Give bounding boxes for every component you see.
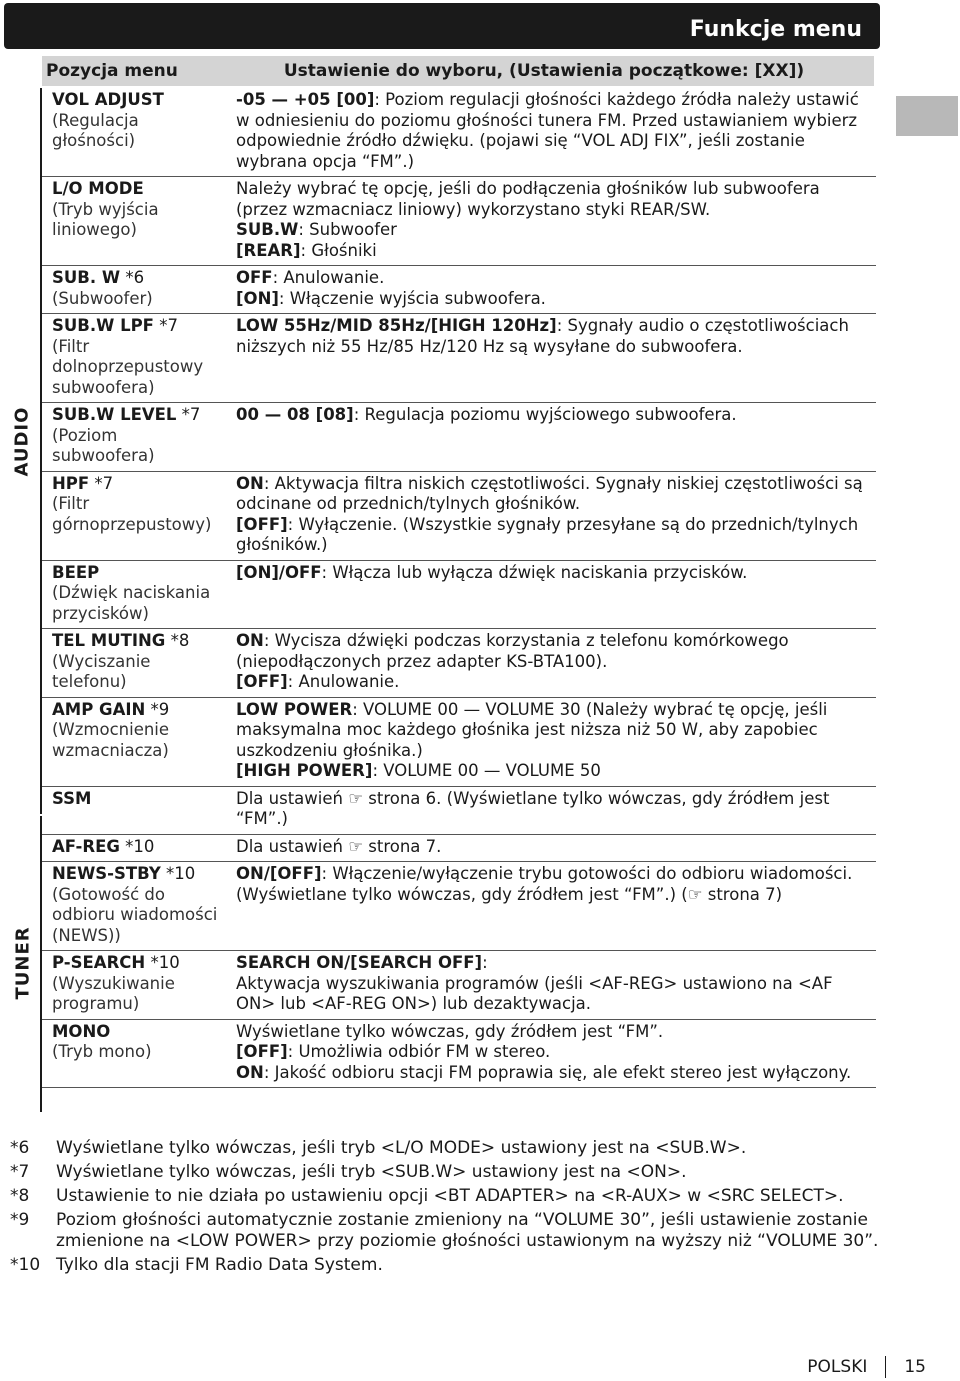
page-title: Funkcje menu — [689, 17, 862, 42]
menu-item-name: L/O MODE — [52, 179, 144, 198]
setting-line — [236, 761, 876, 782]
setting-text: : Sygnały audio o częstotliwościach niższych niż 55 Hz/85 Hz/120 Hz są wysyłane do subwoofera. — [236, 316, 849, 356]
setting-text: : Wyłączenie. (Wszystkie sygnały przesyłane są do przednich/tylnych głośników.) — [236, 514, 859, 554]
menu-item-footnote-mark: *6 — [120, 268, 145, 287]
menu-item-name: BEEP — [52, 562, 100, 582]
setting-option: LOW POWER — [236, 699, 353, 719]
table-row — [42, 1019, 876, 1088]
setting-cell — [224, 471, 876, 560]
setting-text: Aktywacja wyszukiwania programów (jeśli <AF-REG> ustawiono na <AF ON> lub <AF-REG ON>) lub dezaktywacja. — [236, 973, 833, 1013]
menu-item-description: (Wyszukiwanie programu) — [52, 973, 175, 1013]
menu-item-cell — [42, 560, 224, 629]
menu-item-description: (Subwoofer) — [52, 288, 153, 308]
menu-item-name: MONO — [52, 1021, 111, 1041]
setting-cell — [224, 266, 876, 314]
setting-cell — [224, 1019, 876, 1088]
setting-line — [236, 1063, 876, 1084]
footnote-mark: *9 — [10, 1210, 30, 1230]
setting-text: : Umożliwia odbiór FM w stereo. — [287, 1042, 551, 1061]
menu-item-cell — [42, 786, 224, 834]
table-row — [42, 471, 876, 560]
setting-text: : — [482, 953, 488, 972]
setting-line — [236, 289, 876, 310]
table-row — [42, 786, 876, 834]
setting-option: OFF — [236, 268, 273, 287]
header-bar — [4, 3, 880, 49]
menu-item-footnote-mark: *7 — [176, 405, 201, 424]
menu-item-name: TEL MUTING — [52, 631, 166, 650]
table-row — [42, 560, 876, 629]
menu-item-name: AMP GAIN — [52, 699, 146, 719]
setting-line — [236, 179, 876, 220]
table-row — [42, 951, 876, 1020]
menu-item-cell — [42, 88, 224, 177]
footnote — [10, 1210, 890, 1252]
setting-option: [ON]/OFF — [236, 562, 322, 582]
footnote-mark: *8 — [10, 1186, 30, 1206]
setting-cell — [224, 560, 876, 629]
menu-item-cell — [42, 834, 224, 862]
footnote — [10, 1186, 890, 1207]
setting-text: : Włączenie wyjścia subwoofera. — [278, 288, 546, 308]
setting-line — [236, 220, 876, 241]
table-row — [42, 177, 876, 266]
setting-cell — [224, 629, 876, 698]
menu-item-description: (Wyciszanie telefonu) — [52, 651, 151, 691]
setting-line — [236, 1042, 876, 1063]
setting-option: ON — [236, 473, 264, 493]
setting-text: : Subwoofer — [298, 220, 397, 239]
menu-item-name: SUB.W LPF — [52, 316, 154, 335]
menu-item-cell — [42, 471, 224, 560]
setting-option: [ON] — [236, 288, 279, 308]
setting-option: -05 — +05 [00] — [236, 90, 375, 109]
menu-item-description: (Dźwięk naciskania przycisków) — [52, 583, 211, 623]
menu-item-description: (Tryb mono) — [52, 1042, 152, 1061]
menu-item-cell — [42, 697, 224, 786]
menu-item-name: SUB.W LEVEL — [52, 405, 177, 424]
setting-line — [236, 316, 876, 357]
menu-item-description: (Regulacja głośności) — [52, 110, 139, 150]
footnote-mark: *7 — [10, 1162, 30, 1182]
menu-item-cell — [42, 629, 224, 698]
setting-cell — [224, 862, 876, 951]
menu-item-description: (Filtr dolnoprzepustowy subwoofera) — [52, 336, 204, 397]
setting-text: : Anulowanie. — [287, 672, 400, 691]
setting-text: : Włącza lub wyłącza dźwięk naciskania przycisków. — [321, 562, 748, 582]
setting-text: Należy wybrać tę opcję, jeśli do podłączenia głośników lub subwoofera (przez wzmacniacz liniowy) wykorzystano styki REAR/SW. — [236, 179, 820, 219]
table-row — [42, 862, 876, 951]
setting-line — [236, 953, 876, 974]
setting-option: ON — [236, 631, 264, 650]
menu-table — [42, 88, 876, 1088]
menu-item-name: SUB. W — [52, 268, 121, 287]
footer-separator — [885, 1356, 886, 1378]
page-number: 15 — [904, 1357, 926, 1377]
setting-line — [236, 789, 876, 830]
menu-item-footnote-mark: *10 — [160, 864, 196, 883]
setting-line — [236, 268, 876, 289]
page-footer — [807, 1356, 926, 1378]
table-row — [42, 629, 876, 698]
table-row — [42, 834, 876, 862]
setting-line — [236, 1022, 876, 1043]
setting-text: : Wycisza dźwięki podczas korzystania z telefonu komórkowego (niepodłączonych przez adapter KS-BTA100). — [236, 631, 789, 671]
menu-item-description: (Gotowość do odbioru wiadomości (NEWS)) — [52, 884, 218, 945]
setting-cell — [224, 834, 876, 862]
group-label-audio: AUDIO — [11, 406, 33, 477]
setting-line — [236, 700, 876, 762]
footer-language: POLSKI — [807, 1357, 868, 1377]
menu-item-name: AF-REG — [52, 836, 120, 856]
setting-option: ON/[OFF] — [236, 864, 322, 883]
setting-option: ON — [236, 1062, 264, 1082]
menu-item-footnote-mark: *7 — [89, 473, 114, 493]
footnote-text: Wyświetlane tylko wówczas, jeśli tryb <L/O MODE> ustawiony jest na <SUB.W>. — [56, 1138, 747, 1158]
footnote — [10, 1255, 890, 1276]
footnote — [10, 1138, 890, 1159]
footnote-text: Wyświetlane tylko wówczas, jeśli tryb <SUB.W> ustawiony jest na <ON>. — [56, 1162, 687, 1182]
menu-item-footnote-mark: *10 — [119, 836, 155, 856]
footnote-text: Tylko dla stacji FM Radio Data System. — [56, 1255, 383, 1275]
menu-item-cell — [42, 951, 224, 1020]
menu-item-description: (Poziom subwoofera) — [52, 425, 155, 465]
setting-option: [OFF] — [236, 672, 288, 691]
footnotes — [10, 1138, 890, 1279]
table-row — [42, 403, 876, 472]
menu-item-cell — [42, 862, 224, 951]
footnote-mark: *10 — [10, 1255, 41, 1275]
setting-text: : Głośniki — [300, 240, 377, 260]
setting-text: : VOLUME 00 — VOLUME 50 — [372, 761, 601, 780]
setting-line — [236, 864, 876, 905]
setting-cell — [224, 697, 876, 786]
menu-item-cell — [42, 177, 224, 266]
menu-item-name: HPF — [52, 473, 90, 493]
setting-cell — [224, 403, 876, 472]
setting-text: : Jakość odbioru stacji FM poprawia się, ale efekt stereo jest wyłączony. — [263, 1062, 852, 1082]
setting-text: Dla ustawień ☞ strona 7. — [236, 836, 442, 856]
setting-text: : Regulacja poziomu wyjściowego subwoofera. — [353, 405, 737, 424]
setting-line — [236, 474, 876, 515]
setting-option: 00 — 08 [08] — [236, 405, 354, 424]
setting-text: : Włączenie/wyłączenie trybu gotowości do odbioru wiadomości. (Wyświetlane tylko wówczas, gdy źródłem jest “FM”.) (☞ strona 7) — [236, 864, 853, 904]
setting-line — [236, 90, 876, 172]
group-label-tuner: TUNER — [12, 926, 34, 1000]
menu-item-name: SSM — [52, 788, 92, 808]
table-row — [42, 88, 876, 177]
setting-cell — [224, 88, 876, 177]
menu-item-name: P-SEARCH — [52, 953, 146, 972]
setting-cell — [224, 951, 876, 1020]
setting-line — [236, 405, 876, 426]
menu-item-footnote-mark: *8 — [165, 631, 190, 650]
table-row — [42, 697, 876, 786]
side-tab-marker — [896, 96, 958, 136]
setting-text: : Aktywacja filtra niskich częstotliwości. Sygnały niskiej częstotliwości są odcinane od przednich/tylnych głośników. — [236, 473, 863, 513]
setting-text: : VOLUME 00 — VOLUME 30 (Należy wybrać tę opcję, jeśli maksymalna moc każdego głośnika jest niższa niż 50 W, aby zapobiec uszkodzeniu głośnika.) — [236, 699, 828, 760]
menu-item-footnote-mark: *9 — [145, 699, 170, 719]
menu-item-footnote-mark: *7 — [153, 316, 178, 335]
menu-item-cell — [42, 314, 224, 403]
column-header-setting: Ustawienie do wyboru, (Ustawienia początkowe: [XX]) — [214, 56, 874, 86]
setting-option: [OFF] — [236, 514, 288, 534]
setting-text: Wyświetlane tylko wówczas, gdy źródłem jest “FM”. — [236, 1021, 664, 1041]
setting-line — [236, 515, 876, 556]
column-header-item: Pozycja menu — [42, 56, 216, 86]
table-row — [42, 266, 876, 314]
setting-line — [236, 631, 876, 672]
setting-line — [236, 974, 876, 1015]
setting-option: LOW 55Hz/MID 85Hz/[HIGH 120Hz] — [236, 316, 557, 335]
setting-text: : Anulowanie. — [272, 268, 385, 287]
setting-text: Dla ustawień ☞ strona 6. (Wyświetlane tylko wówczas, gdy źródłem jest “FM”.) — [236, 788, 830, 828]
setting-option: SUB.W — [236, 220, 299, 239]
setting-line — [236, 837, 876, 858]
menu-item-name: NEWS-STBY — [52, 864, 161, 883]
menu-item-footnote-mark: *10 — [145, 953, 180, 972]
setting-cell — [224, 786, 876, 834]
setting-option: [OFF] — [236, 1042, 288, 1061]
menu-item-cell — [42, 1019, 224, 1088]
menu-item-cell — [42, 403, 224, 472]
footnote-text: Poziom głośności automatycznie zostanie zmieniony na “VOLUME 30”, jeśli ustawienie zostanie zmienione na <LOW POWER> przy poziomie głośności ustawionym na wyższy niż “VOLUME 30”. — [56, 1210, 879, 1251]
table-row — [42, 314, 876, 403]
setting-text: : Poziom regulacji głośności każdego źródła należy ustawić w odniesieniu do poziomu głośności tunera FM. Przed ustawianiem wybierz odpowiednie źródło dźwięku. (pojawi się “VOL ADJ FIX”, jeśli zostanie wybrana opcja “FM”.) — [236, 90, 859, 171]
setting-option: [REAR] — [236, 240, 301, 260]
setting-line — [236, 672, 876, 693]
setting-option: SEARCH ON/[SEARCH OFF] — [236, 953, 483, 972]
menu-item-cell — [42, 266, 224, 314]
menu-item-description: (Wzmocnienie wzmacniacza) — [52, 720, 170, 760]
footnote — [10, 1162, 890, 1183]
menu-item-name: VOL ADJUST — [52, 90, 164, 109]
footnote-text: Ustawienie to nie działa po ustawieniu opcji <BT ADAPTER> na <R-AUX> w <SRC SELECT>. — [56, 1186, 844, 1206]
menu-item-description: (Filtr górnoprzepustowy) — [52, 494, 212, 534]
setting-cell — [224, 177, 876, 266]
setting-option: [HIGH POWER] — [236, 761, 373, 780]
footnote-mark: *6 — [10, 1138, 30, 1158]
setting-cell — [224, 314, 876, 403]
setting-line — [236, 241, 876, 262]
menu-item-description: (Tryb wyjścia liniowego) — [52, 199, 159, 239]
setting-line — [236, 563, 876, 584]
